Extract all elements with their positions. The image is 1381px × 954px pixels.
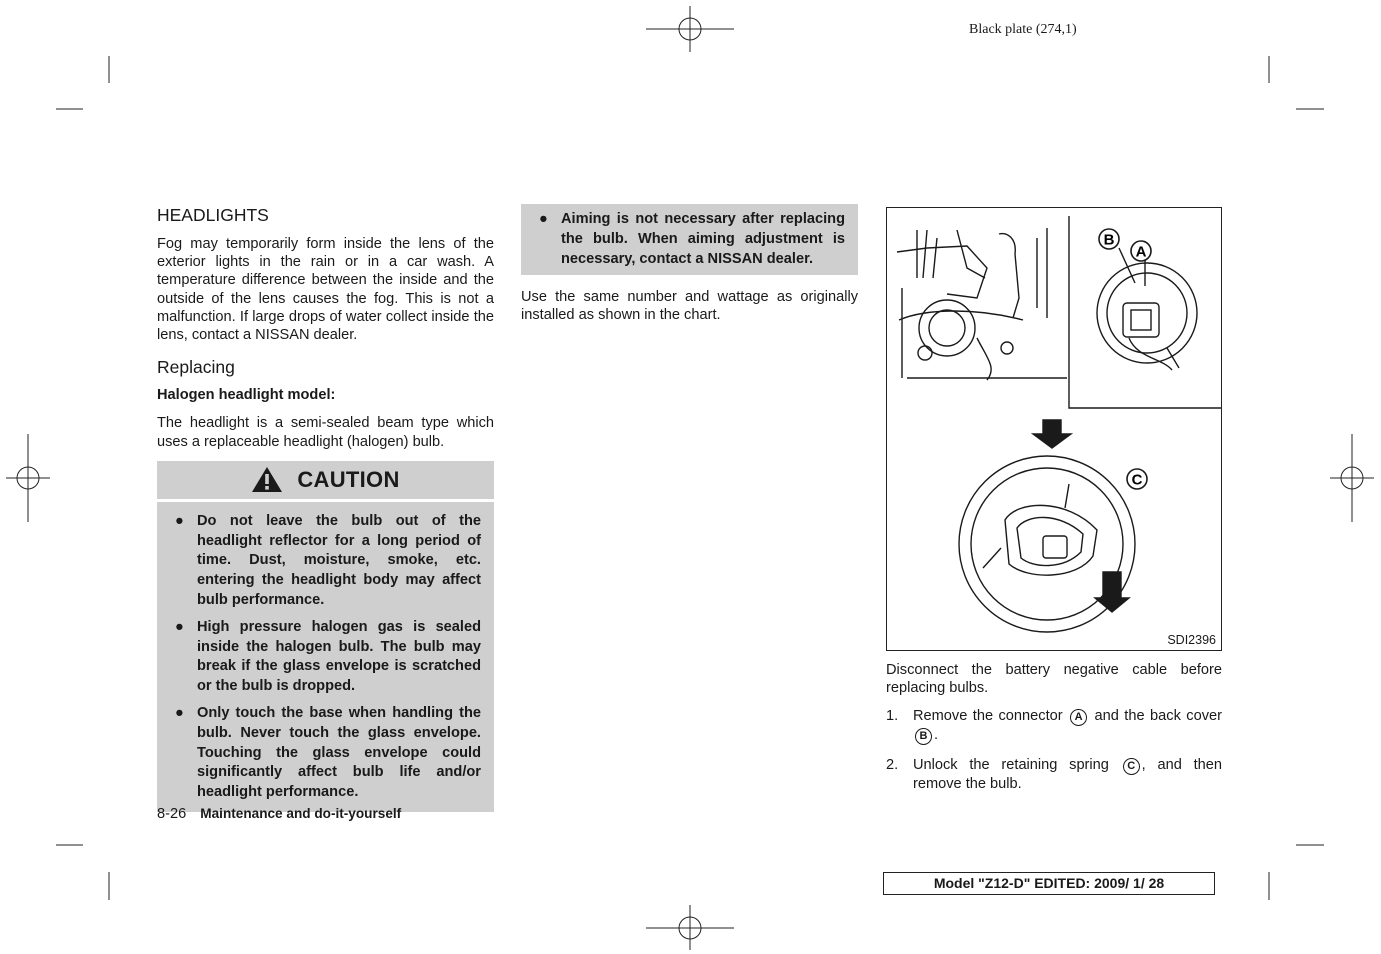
steps-list <box>886 707 1222 793</box>
callout-b: B <box>1103 231 1115 249</box>
bullet-icon: ● <box>175 705 184 721</box>
replacing-title: Replacing <box>157 357 235 378</box>
ref-c-icon: C <box>1123 758 1140 775</box>
headlight-illustration <box>887 208 1221 650</box>
halogen-title: Halogen headlight model: <box>157 387 336 404</box>
step-item: 2. Unlock the retaining spring C , and then remove the bulb. <box>886 757 1222 793</box>
caution-header <box>157 461 494 499</box>
page-footer <box>157 806 401 822</box>
page-number: 8-26 <box>157 806 187 822</box>
caution-item: ● Only touch the base when handling the bulb. Never touch the glass envelope. Touching the glass envelope could significantly affect bulb life and/or headlight performance. <box>175 705 481 801</box>
ref-b-icon: B <box>915 728 932 745</box>
caution-body <box>157 502 494 812</box>
column-left <box>157 204 494 812</box>
caution-item: ● Do not leave the bulb out of the headlight reflector for a long period of time. Dust, moisture, smoke, etc. entering the headlight body may affect bulb performance. <box>175 512 481 609</box>
figure-label: SDI2396 <box>1167 632 1216 647</box>
battery-text: Disconnect the battery negative cable before replacing bulbs. <box>886 662 1222 697</box>
note-item: ● Aiming is not necessary after replacing the bulb. When aiming adjustment is necessary, contact a NISSAN dealer. <box>539 211 845 267</box>
callout-a: A <box>1135 243 1147 261</box>
headlight-bulb-figure <box>886 207 1222 651</box>
headlights-title: HEADLIGHTS <box>157 205 269 225</box>
bullet-icon: ● <box>539 211 548 227</box>
callout-c: C <box>1131 471 1143 489</box>
ref-a-icon: A <box>1070 709 1087 726</box>
bullet-icon: ● <box>175 618 184 635</box>
step-item: 1. Remove the connector A and the back cover B . <box>886 708 1222 744</box>
section-name: Maintenance and do-it-yourself <box>200 806 402 821</box>
caution-title: CAUTION <box>297 466 400 492</box>
wattage-text: Use the same number and wattage as originally installed as shown in the chart. <box>521 289 858 324</box>
headlights-intro: Fog may temporarily form inside the lens of the exterior lights in the rain or in a car wash. A temperature difference between the inside and the outside of the lens causes the fog. This is not a malfunction. If large drops of water collect inside the lens, contact a NISSAN dealer. <box>157 236 494 344</box>
column-right <box>886 207 1222 805</box>
model-box: Model "Z12-D" EDITED: 2009/ 1/ 28 <box>883 872 1215 895</box>
aiming-note <box>521 204 858 275</box>
halogen-text: The headlight is a semi-sealed beam type which uses a replaceable headlight (halogen) bulb. <box>157 415 494 450</box>
bullet-icon: ● <box>175 512 184 529</box>
caution-item: ● High pressure halogen gas is sealed inside the halogen bulb. The bulb may break if the glass envelope is scratched or the bulb is dropped. <box>175 618 481 695</box>
warning-triangle-icon <box>251 466 283 493</box>
column-middle <box>521 204 858 334</box>
plate-label: Black plate (274,1) <box>969 22 1077 37</box>
